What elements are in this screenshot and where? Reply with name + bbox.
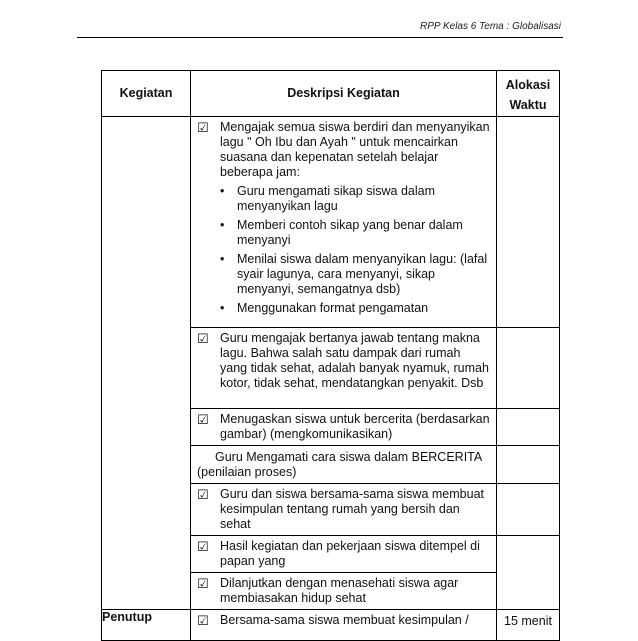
- observation-text: Guru Mengamati cara siswa dalam BERCERITA: [215, 450, 483, 464]
- alokasi-cell: [497, 446, 560, 484]
- kegiatan-cell-empty: [102, 117, 191, 610]
- observation-note: (penilaian proses): [197, 465, 297, 479]
- checkbox-icon: ☑: [197, 331, 209, 346]
- list-item: • Guru mengamati sikap siswa dalam menyanyikan lagu: [220, 184, 435, 213]
- activity-text: Hasil kegiatan dan pekerjaan siswa ditempel di papan yang: [220, 539, 480, 568]
- alokasi-cell: [497, 328, 560, 409]
- deskripsi-cell: [191, 610, 497, 641]
- checkbox-icon: ☑: [197, 487, 209, 502]
- bullet-list: [220, 184, 490, 316]
- deskripsi-cell: [191, 117, 497, 328]
- table-row-penutup: [102, 610, 560, 641]
- alokasi-cell: [497, 536, 560, 610]
- checkbox-icon: ☑: [197, 539, 209, 554]
- deskripsi-cell: [191, 328, 497, 409]
- activity-text: Mengajak semua siswa berdiri dan menyanyikan lagu " Oh Ibu dan Ayah " untuk mencairkan suasana dan kepenatan setelah belajar beberapa jam:: [220, 120, 490, 179]
- deskripsi-cell: [191, 484, 497, 536]
- header-divider: [77, 37, 563, 38]
- bullet-icon: •: [220, 301, 225, 315]
- deskripsi-cell: [191, 536, 497, 573]
- deskripsi-cell: [191, 573, 497, 610]
- list-item: • Menggunakan format pengamatan: [220, 301, 429, 315]
- bullet-icon: •: [220, 252, 225, 266]
- activity-text: Dilanjutkan dengan menasehati siswa agar membiasakan hidup sehat: [220, 576, 459, 605]
- alokasi-cell: [497, 484, 560, 536]
- activity-table: [101, 70, 560, 641]
- list-item: • Menilai siswa dalam menyanyikan lagu: (lafal syair lagunya, cara menyanyi, sikap menyanyi, semangatnya dsb): [220, 252, 488, 296]
- deskripsi-cell: [191, 446, 497, 484]
- bullet-icon: •: [220, 184, 225, 198]
- alokasi-cell: [497, 117, 560, 328]
- alokasi-cell: [497, 409, 560, 446]
- kegiatan-penutup: Penutup: [102, 610, 191, 641]
- column-header-kegiatan: Kegiatan: [102, 71, 191, 117]
- bullet-icon: •: [220, 218, 225, 232]
- deskripsi-cell: [191, 409, 497, 446]
- waktu-label: Waktu: [509, 98, 547, 112]
- running-header: RPP Kelas 6 Tema : Globalisasi: [420, 21, 561, 32]
- alokasi-label: Alokasi: [505, 78, 551, 92]
- activity-text: Menugaskan siswa untuk bercerita (berdasarkan gambar) (mengkomunikasikan): [220, 412, 490, 441]
- alokasi-penutup: 15 menit: [497, 610, 560, 641]
- activity-text: Bersama-sama siswa membuat kesimpulan /: [220, 613, 469, 627]
- checkbox-icon: ☑: [197, 120, 209, 135]
- checkbox-icon: ☑: [197, 576, 209, 591]
- activity-text: Guru dan siswa bersama-sama siswa membuat kesimpulan tentang rumah yang bersih dan sehat: [220, 487, 484, 531]
- table-header-row: [102, 71, 560, 117]
- column-header-alokasi: [497, 71, 560, 117]
- checkbox-icon: ☑: [197, 412, 209, 427]
- column-header-deskripsi: Deskripsi Kegiatan: [191, 71, 497, 117]
- table-row: [102, 117, 560, 328]
- list-item: • Memberi contoh sikap yang benar dalam menyanyi: [220, 218, 463, 247]
- activity-text: Guru mengajak bertanya jawab tentang makna lagu. Bahwa salah satu dampak dari rumah yang tidak sehat, adalah banyak nyamuk, rumah kotor, tidak sehat, mendatangkan penyakit. Dsb: [220, 331, 489, 390]
- checkbox-icon: ☑: [197, 613, 209, 628]
